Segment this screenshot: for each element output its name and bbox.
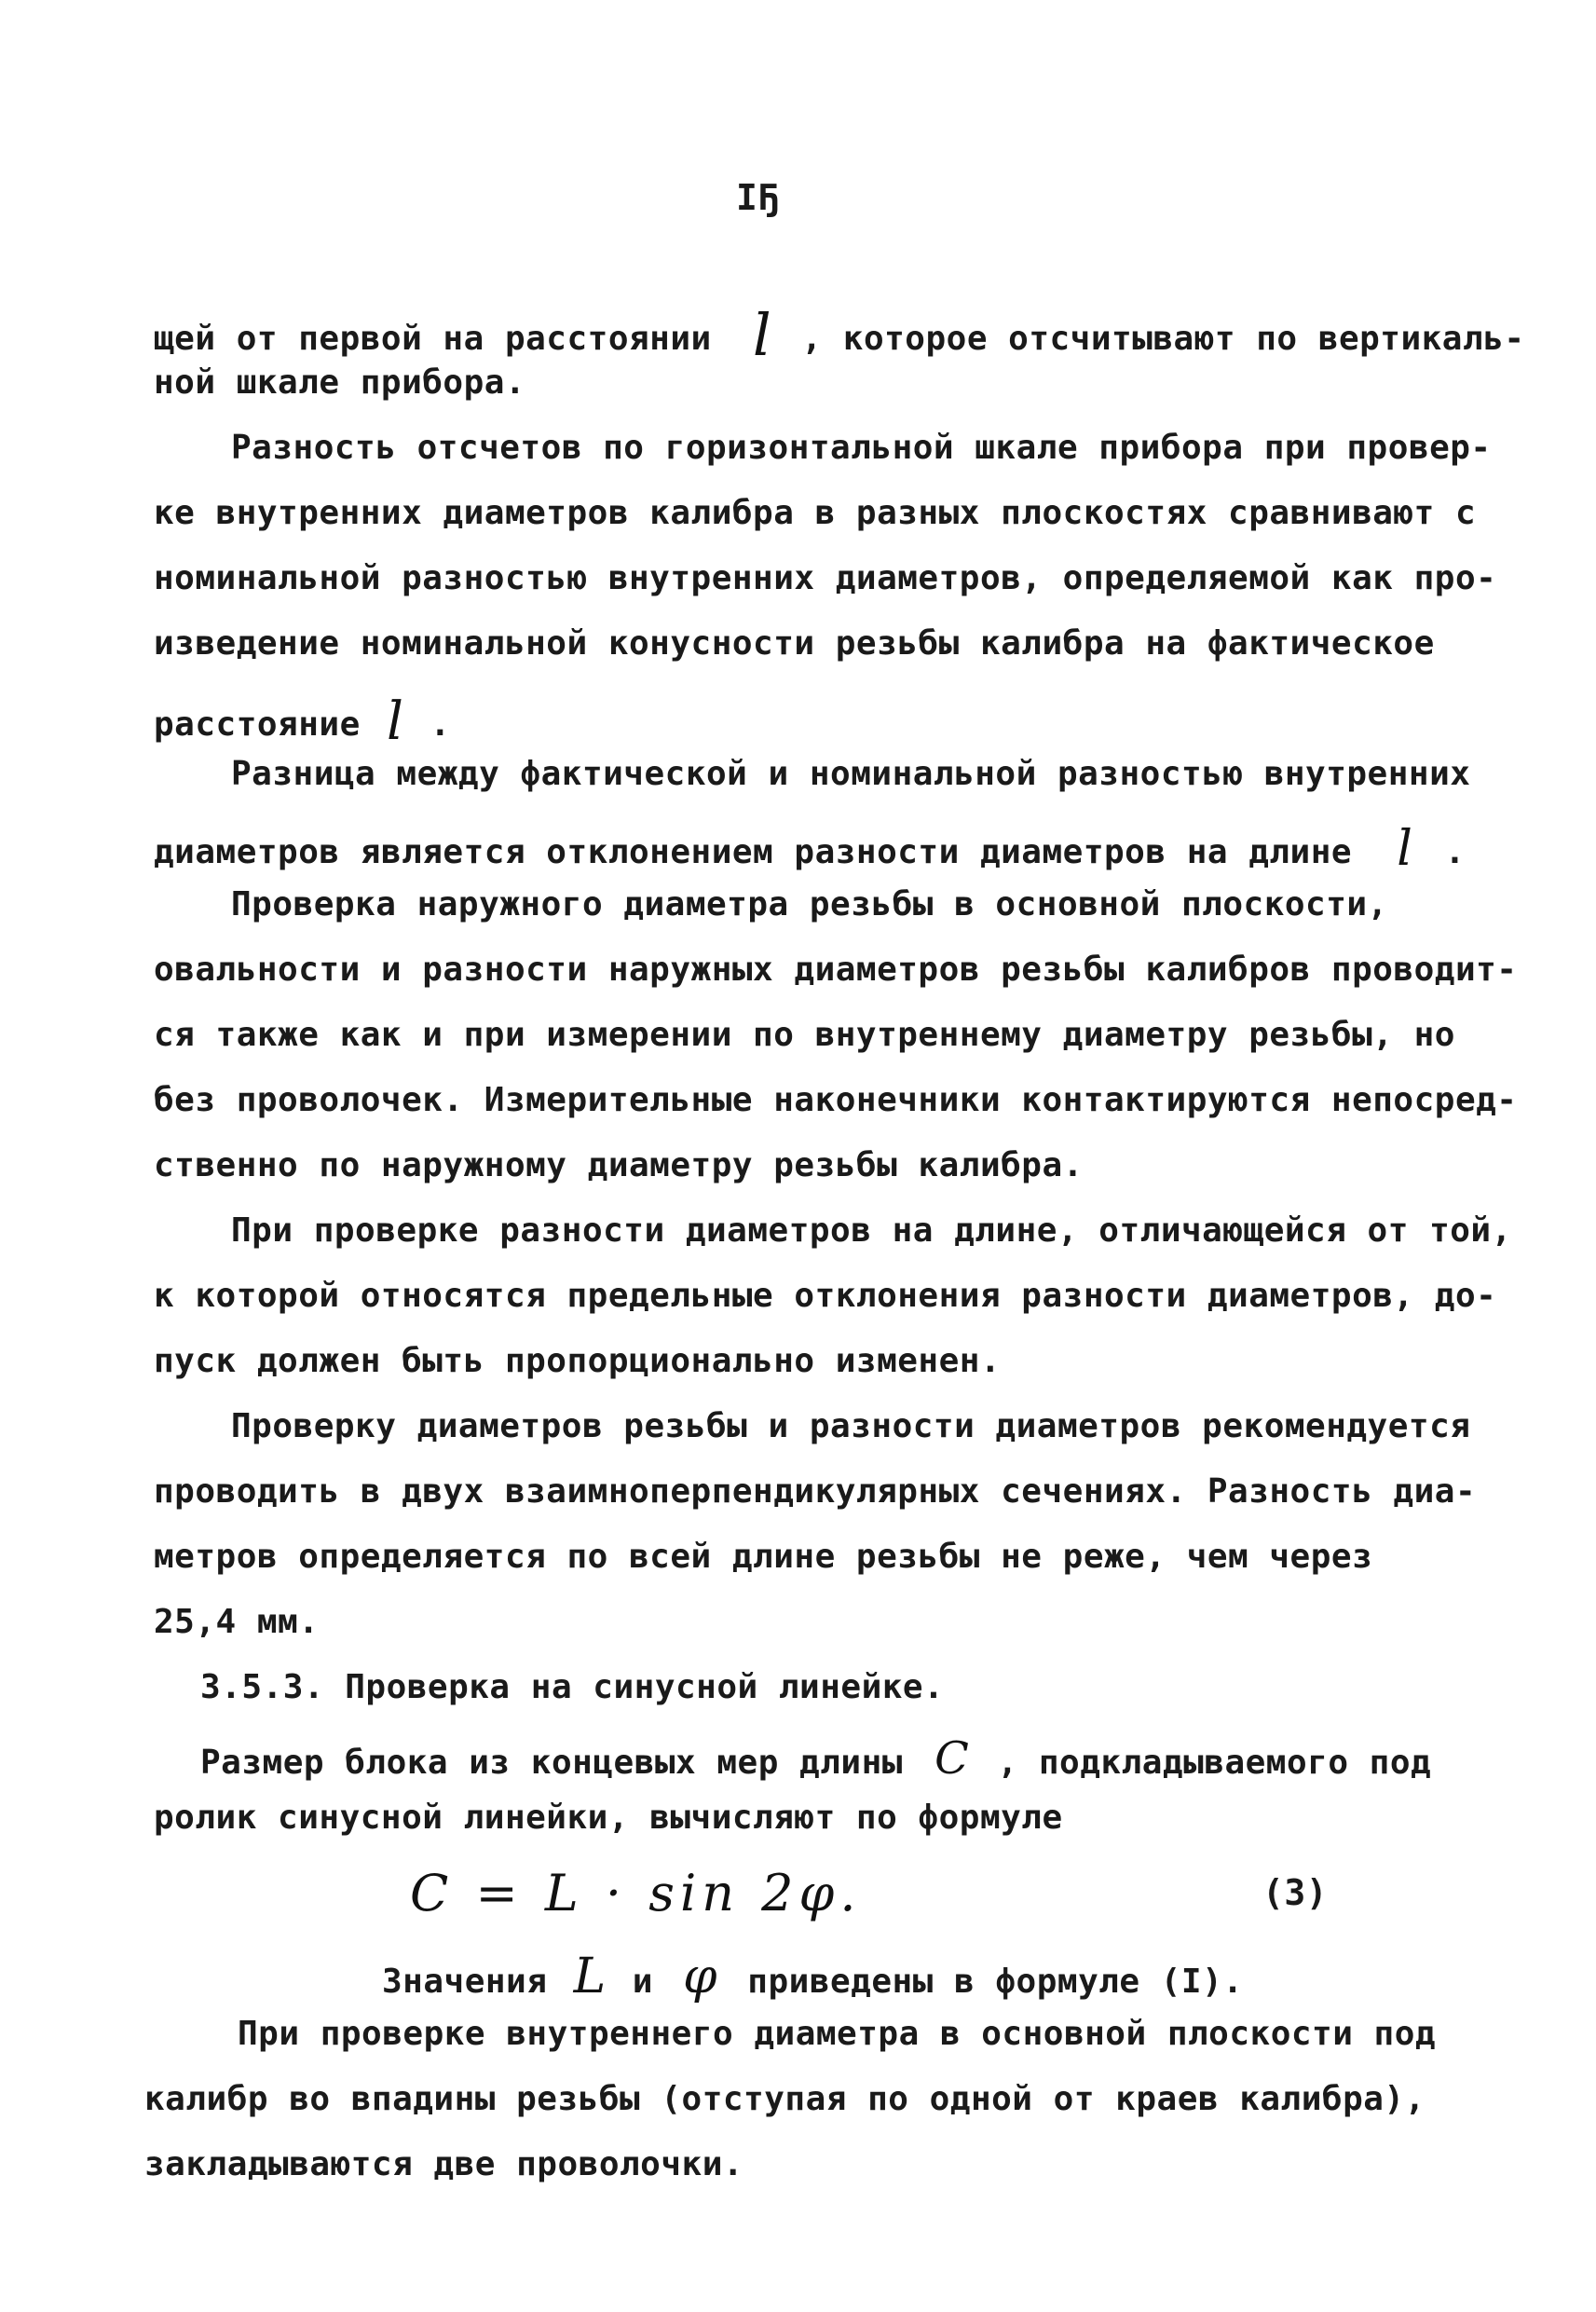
symbol-l: l [386,691,404,752]
text-line: изведение номинальной конусности резьбы калибра на фактическое [154,624,1435,663]
text-line: При проверке внутреннего диаметра в основной плоскости под [238,2015,1437,2053]
text-line: пуск должен быть пропорционально изменен. [154,1342,1002,1380]
symbol-phi: φ [683,1949,718,2004]
text-line [154,301,1525,369]
formula: C = L · sin 2φ. [410,1864,862,1922]
text-line: метров определяется по всей длине резьбы не реже, чем через [154,1538,1373,1576]
text-line [154,691,451,752]
text-line: Проверку диаметров резьбы и разности диаметров рекомендуется [231,1407,1471,1445]
text-fragment: , которое отсчитывают по вертикаль- [801,320,1525,358]
text-fragment: приведены в формуле (I). [747,1963,1244,2001]
text-line [200,1732,1432,1785]
text-line: ной шкале прибора. [154,363,526,402]
page-number: IҔ [736,177,779,218]
text-line: ролик синусной линейки, вычисляют по формуле [154,1799,1063,1837]
text-line: Разница между фактической и номинальной разностью внутренних [231,755,1471,793]
text-fragment: расстояние [154,705,361,744]
section-heading: 3.5.3. Проверка на синусной линейке. [200,1668,945,1706]
text-line: калибр во впадины резьбы (отступая по одной от краев калибра), [144,2080,1425,2118]
text-line: При проверке разности диаметров на длине, отличающейся от той, [231,1211,1512,1250]
text-line: овальности и разности наружных диаметров резьбы калибров проводит- [154,951,1518,989]
text-line: номинальной разностью внутренних диаметров, определяемой как про- [154,559,1497,597]
text-line: ке внутренних диаметров калибра в разных плоскостях сравнивают с [154,494,1477,532]
text-line: Разность отсчетов по горизонтальной шкале прибора при провер- [231,429,1492,467]
text-line: проводить в двух взаимноперпендикулярных сечениях. Разность диа- [154,1472,1477,1511]
formula-number: (3) [1262,1872,1329,1913]
text-fragment: . [1444,833,1466,871]
text-fragment: диаметров является отклонением разности диаметров на длине [154,833,1353,871]
text-fragment: щей от первой на расстоянии [154,320,712,358]
text-fragment: , подкладываемого под [997,1744,1432,1782]
text-line: ственно по наружному диаметру резьбы калибра. [154,1146,1084,1184]
symbol-c: C [934,1732,970,1785]
symbol-l: l [1397,821,1413,877]
text-fragment: . [430,705,451,744]
text-line: ся также как и при измерении по внутреннему диаметру резьбы, но [154,1016,1455,1054]
text-fragment: Значения [382,1963,548,2001]
symbol-l: l [752,301,772,369]
text-line: к которой относятся предельные отклонения разности диаметров, до- [154,1277,1497,1315]
text-line: без проволочек. Измерительные наконечники контактируются непосред- [154,1081,1518,1119]
text-line: 25,4 мм. [154,1603,320,1641]
text-fragment: и [632,1963,653,2001]
text-fragment: Размер блока из концевых мер длины [200,1744,903,1782]
text-line [382,1949,1244,2004]
text-line [154,821,1466,877]
text-line: Проверка наружного диаметра резьбы в основной плоскости, [231,885,1388,923]
text-line: закладываются две проволочки. [144,2145,744,2183]
symbol-l: L [573,1949,607,2004]
